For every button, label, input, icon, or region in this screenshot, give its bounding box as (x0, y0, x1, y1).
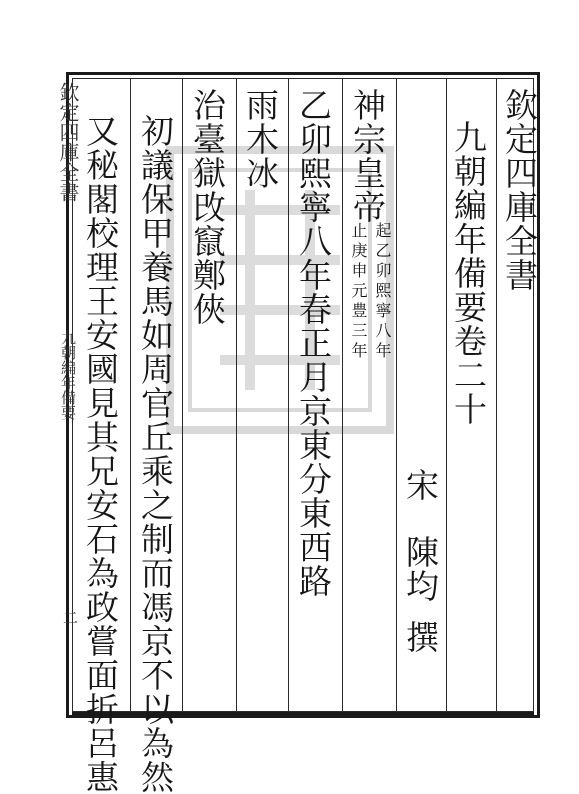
column-divider (446, 78, 447, 712)
dynasty: 宋 (401, 468, 440, 502)
column-divider (342, 78, 343, 712)
reign-note-end: 止庚申元豊三年 (349, 222, 368, 362)
entry-2: 雨木冰 (241, 88, 280, 190)
entry-5: 又秘閣校理王安國見其兄安石為政嘗面折呂惠 (81, 114, 120, 794)
margin-series-title: 欽定四庫全書 (56, 82, 80, 202)
entry-3: 治臺獄攺竄鄭俠 (188, 88, 227, 326)
author: 陳均 (401, 535, 440, 603)
column-divider (496, 78, 497, 712)
column-divider (182, 78, 183, 712)
emperor-heading: 神宗皇帝 (348, 88, 387, 224)
column-divider (288, 78, 289, 712)
entry-1: 乙卯熙寧八年春正月京東分東西路 (294, 88, 333, 598)
column-divider (396, 78, 397, 712)
reign-note-start: 起乙卯熙寧八年 (373, 222, 392, 362)
entry-4: 初議保甲養馬如周官丘乘之制而馮京不以為然 (136, 114, 175, 794)
margin-book-title: 九朝編年備要 (59, 330, 77, 420)
author-role: 撰 (401, 620, 440, 654)
page-number: 二 (61, 610, 79, 625)
column-divider (236, 78, 237, 712)
column-divider (130, 78, 131, 712)
series-title: 欽定四庫全書 (500, 88, 539, 292)
book-title: 九朝編年備要卷二十 (449, 120, 488, 426)
